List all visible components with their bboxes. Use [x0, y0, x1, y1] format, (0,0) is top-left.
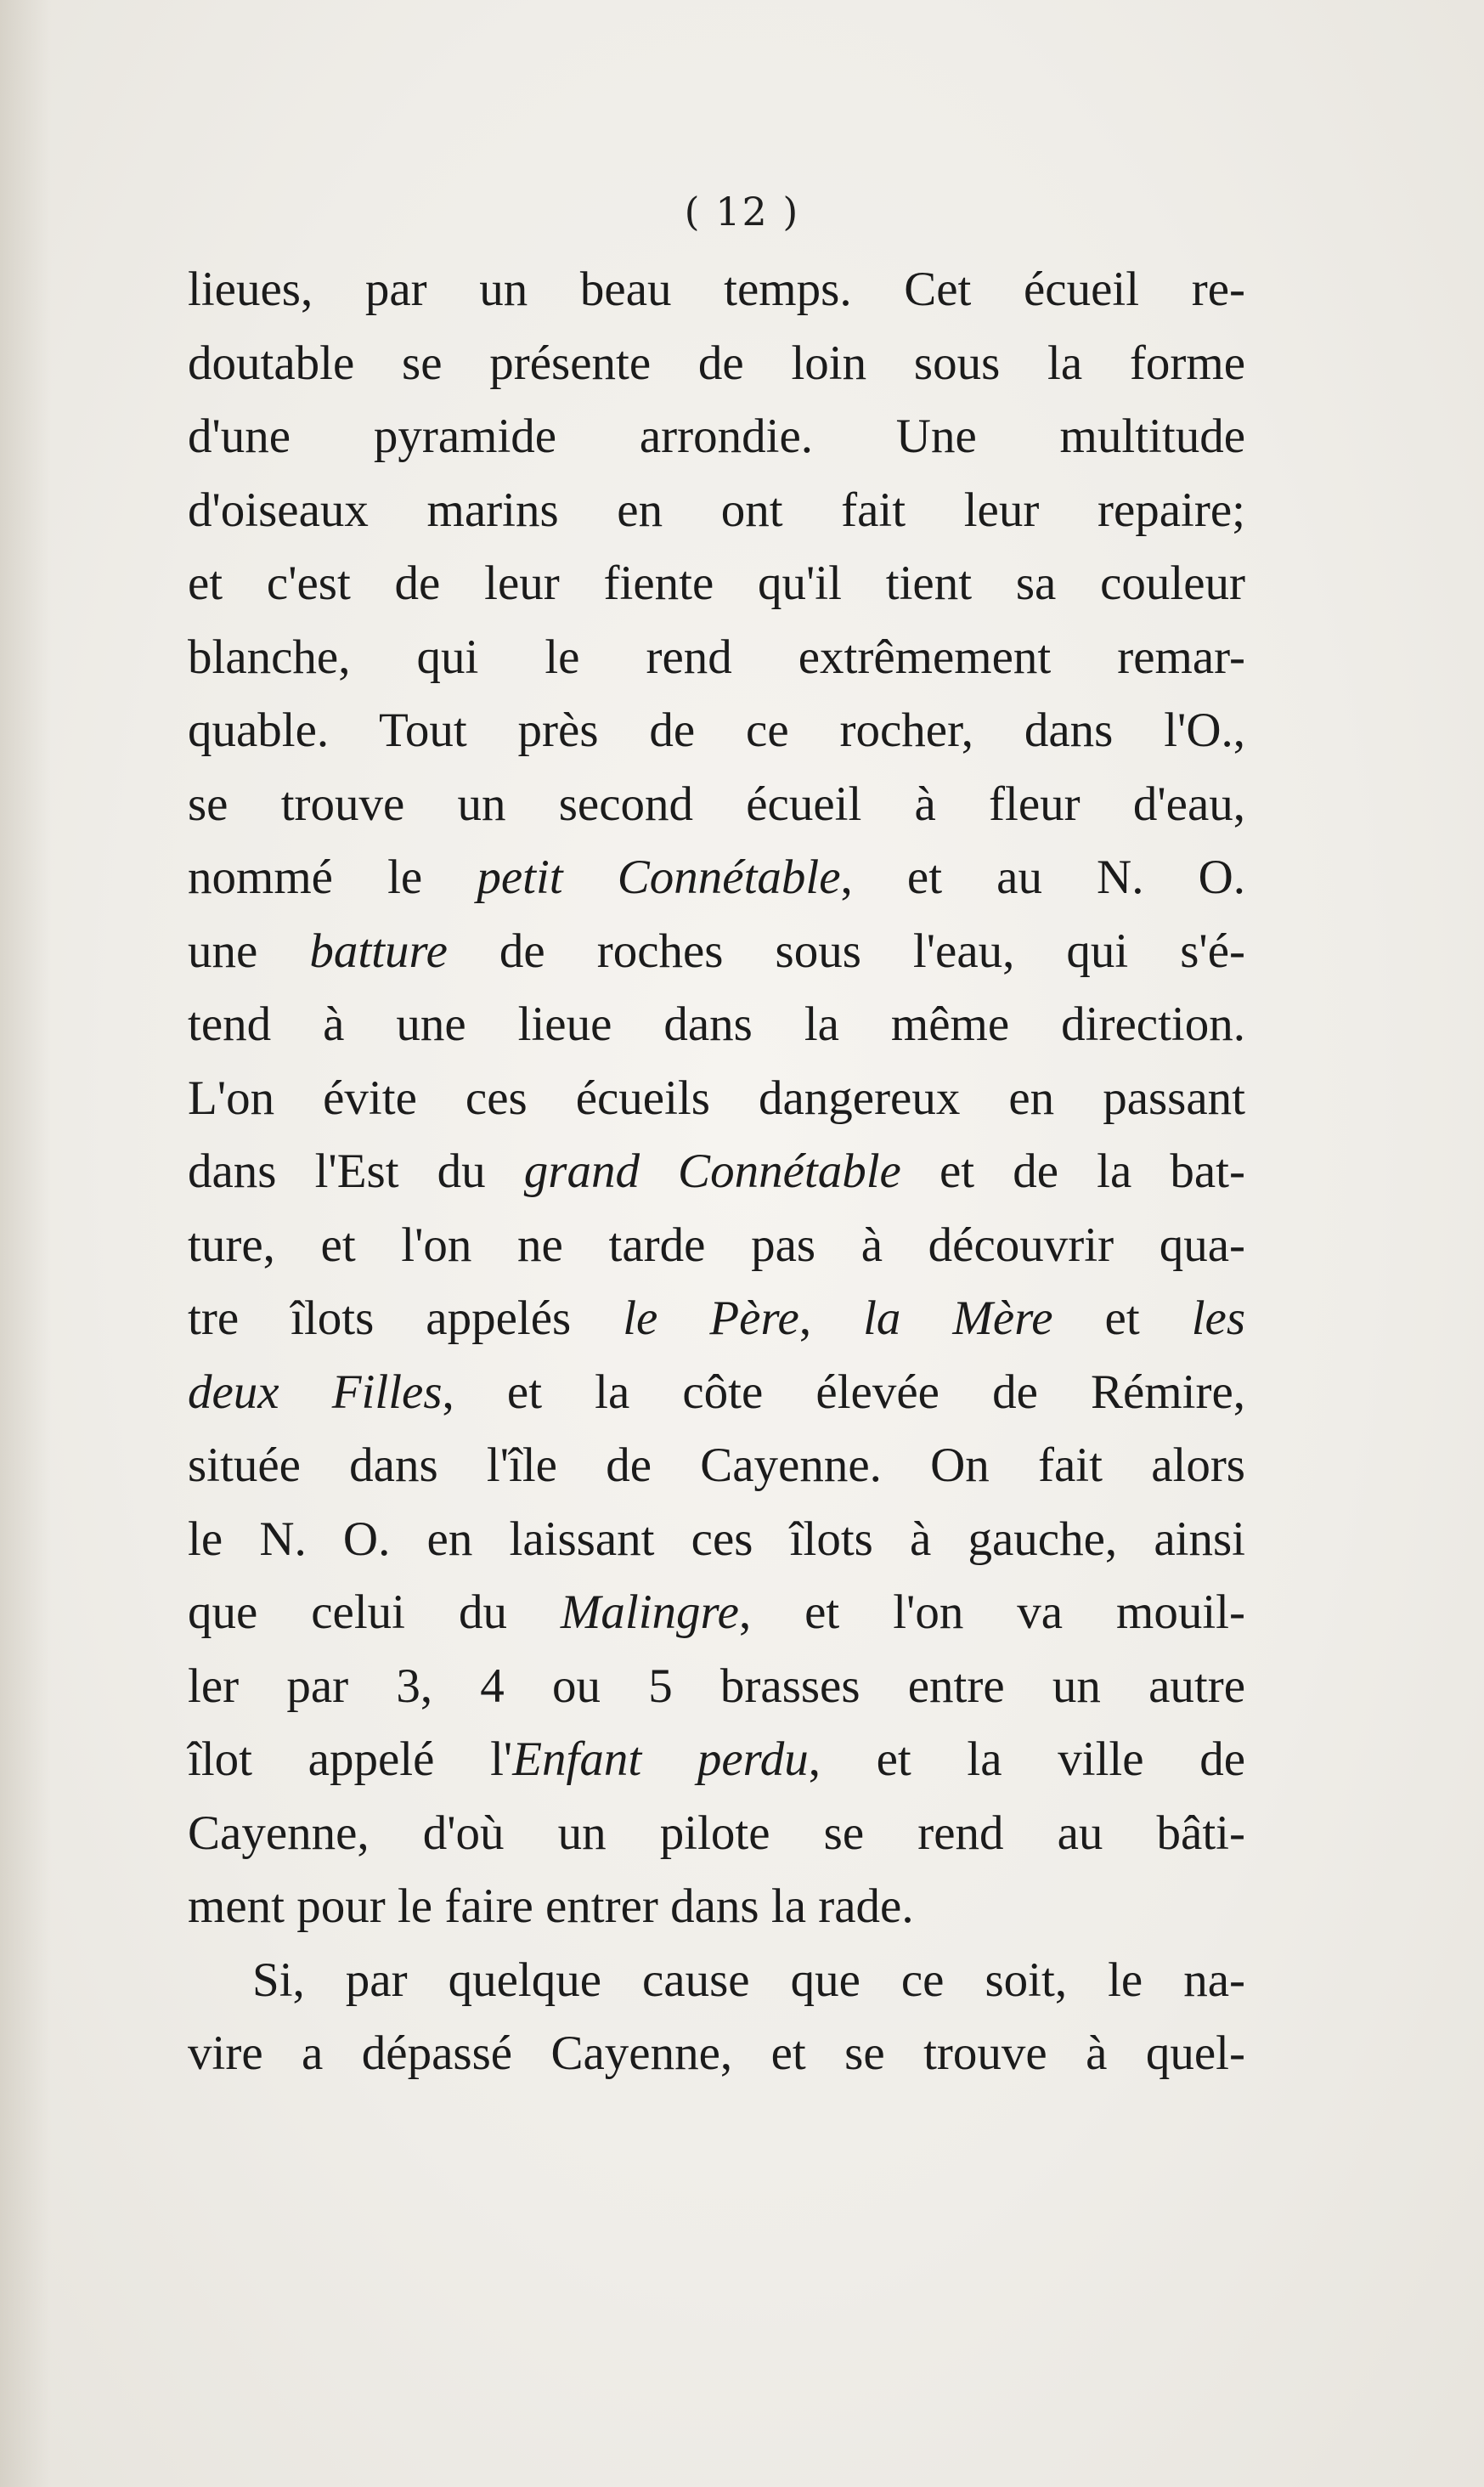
text-line: [188, 1209, 1245, 1283]
text-segment: vire a dépassé Cayenne, et se trouve à quel-: [188, 2026, 1245, 2080]
text-segment: Si, par quelque cause que ce soit, le na-: [252, 1953, 1245, 2007]
text-segment: , et l'on va mouil-: [738, 1585, 1245, 1639]
italic-text: Enfant perdu: [512, 1732, 809, 1786]
text-segment: îlot appelé l': [188, 1732, 513, 1786]
italic-text: petit Connétable: [477, 851, 841, 904]
text-segment: quable. Tout près de ce rocher, dans l'O.,: [188, 704, 1245, 757]
text-line: [188, 474, 1245, 548]
text-segment: que celui du: [188, 1585, 561, 1639]
text-line: [188, 1797, 1245, 1871]
text-segment: , et au N. O.: [840, 851, 1245, 904]
page-gutter-shadow: [0, 0, 51, 2487]
text-line: [188, 1944, 1245, 2018]
text-segment: située dans l'île de Cayenne. On fait alors: [188, 1439, 1245, 1492]
text-segment: , et la ville de: [808, 1732, 1245, 1786]
text-line: [188, 915, 1245, 989]
text-line: [188, 621, 1245, 695]
text-segment: de roches sous l'eau, qui s'é-: [447, 924, 1245, 978]
text-line: [188, 1135, 1245, 1209]
text-line: [188, 400, 1245, 474]
italic-text: deux Filles: [188, 1365, 443, 1419]
text-segment: et de la bat-: [900, 1145, 1245, 1198]
text-line: [188, 768, 1245, 842]
text-line: [188, 253, 1245, 327]
text-segment: nommé le: [188, 851, 477, 904]
italic-text: batture: [309, 924, 448, 978]
text-segment: doutable se présente de loin sous la forme: [188, 336, 1245, 390]
text-segment: d'oiseaux marins en ont fait leur repaire;: [188, 483, 1245, 537]
text-line: [188, 2017, 1245, 2091]
text-segment: tend à une lieue dans la même direction.: [188, 998, 1245, 1051]
text-segment: et c'est de leur fiente qu'il tient sa couleur: [188, 557, 1245, 610]
text-line: [188, 841, 1245, 915]
text-segment: , et la côte élevée de Rémire,: [442, 1365, 1245, 1419]
text-segment: ture, et l'on ne tarde pas à découvrir qua-: [188, 1218, 1245, 1272]
text-line: [188, 1723, 1245, 1797]
text-segment: le N. O. en laissant ces îlots à gauche, ainsi: [188, 1512, 1245, 1566]
text-line: [188, 547, 1245, 621]
text-line: [188, 1650, 1245, 1724]
italic-text: les: [1191, 1292, 1246, 1345]
text-line: [188, 1576, 1245, 1650]
text-segment: lieues, par un beau temps. Cet écueil re-: [188, 263, 1245, 316]
text-segment: ler par 3, 4 ou 5 brasses entre un autre: [188, 1659, 1245, 1713]
page-number: ( 12 ): [684, 189, 800, 235]
text-line: [188, 1282, 1245, 1356]
italic-text: Malingre: [560, 1585, 739, 1639]
text-line: [188, 1870, 1245, 1944]
text-segment: L'on évite ces écueils dangereux en passant: [188, 1071, 1245, 1125]
text-line: [188, 1429, 1245, 1503]
text-segment: ,: [798, 1292, 864, 1345]
text-segment: blanche, qui le rend extrêmement remar-: [188, 630, 1245, 684]
text-segment: dans l'Est du: [188, 1145, 524, 1198]
text-line: [188, 988, 1245, 1062]
text-segment: et: [1052, 1292, 1192, 1345]
text-line: [188, 1062, 1245, 1136]
text-segment: une: [188, 924, 310, 978]
text-segment: tre îlots appelés: [188, 1292, 624, 1345]
text-line: [188, 327, 1245, 401]
text-segment: Cayenne, d'où un pilote se rend au bâti-: [188, 1806, 1245, 1860]
text-segment: d'une pyramide arrondie. Une multitude: [188, 410, 1245, 463]
text-line: [188, 1503, 1245, 1577]
body-text: [188, 253, 1245, 2091]
text-segment: se trouve un second écueil à fleur d'eau,: [188, 777, 1245, 831]
text-line: [188, 694, 1245, 768]
text-line: [188, 1356, 1245, 1430]
text-segment: ment pour le faire entrer dans la rade.: [188, 1879, 914, 1933]
italic-text: la Mère: [863, 1292, 1053, 1345]
italic-text: le Père: [623, 1292, 799, 1345]
italic-text: grand Connétable: [523, 1145, 901, 1198]
